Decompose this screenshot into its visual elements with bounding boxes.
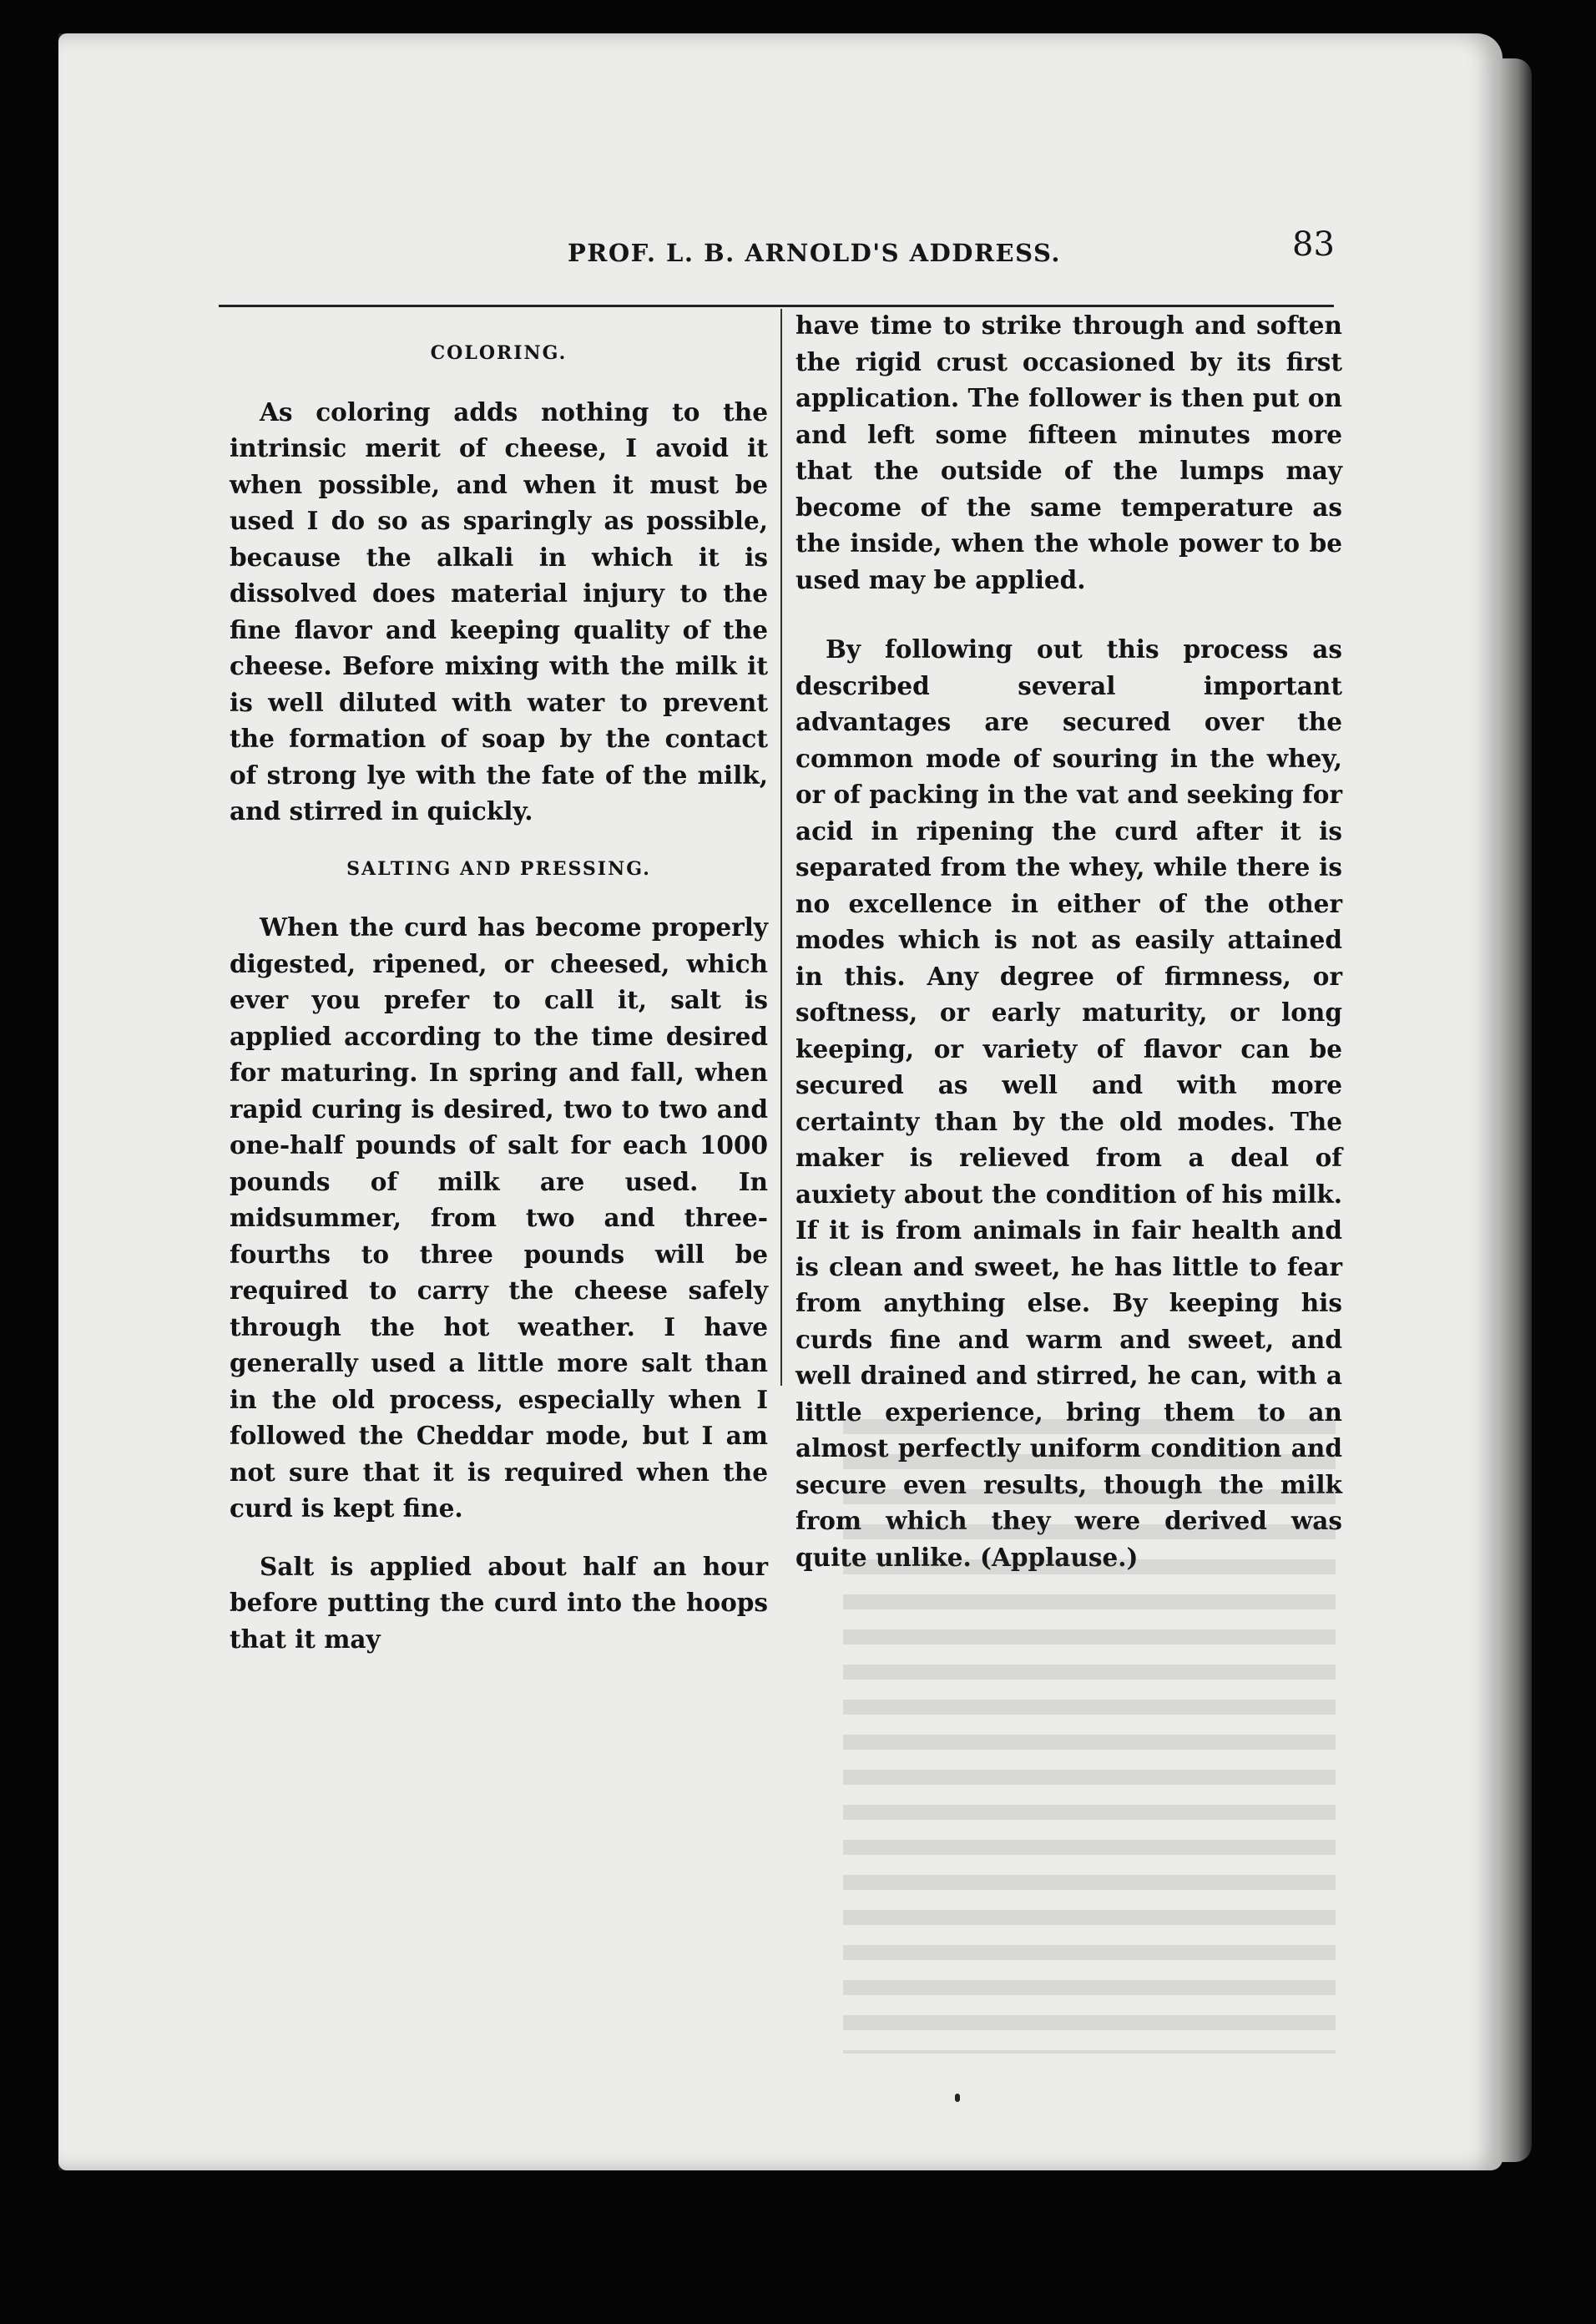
- running-header: PROF. L. B. ARNOLD'S ADDRESS.: [568, 239, 1061, 267]
- paragraph: Salt is applied about half an hour before putting the curd into the hoops that it may: [230, 1551, 768, 1654]
- column-divider: [780, 309, 782, 1386]
- paragraph: have time to strike through and soften the rigid crust occasioned by its first application. The follower is then put on and left some fifteen minutes more that the outside of the lumps may become of the same temperature as the inside, when the whole power to be used may be applied.: [795, 311, 1342, 594]
- paragraph: When the curd has become properly digested, ripened, or cheesed, which ever you prefer to call it, salt is applied according to the time desired for maturing. In spring and fall, when rapid curing is desired, two to two and one-half pounds of salt for each 1000 pounds of milk are used. In midsummer, from two and three-fourths to three pounds will be required to carry the cheese safely through the hot weather. I have generally used a little more salt than in the old process, especially when I followed the Cheddar mode, but I am not sure that it is required when the curd is kept fine.: [230, 912, 768, 1523]
- page-edge: [1498, 58, 1532, 2162]
- ink-speck: [955, 2094, 960, 2102]
- page-number: 83: [1292, 225, 1335, 264]
- left-column: [230, 336, 768, 1679]
- section-heading-coloring: COLORING.: [430, 342, 568, 364]
- right-column: [795, 307, 1342, 1597]
- paragraph: By following out this process as described several important advantages are secured over the common mode of souring in the whey, or of packing in the vat and seeking for acid in ripening the curd after it is separated from the whey, while there is no excellence in either of the other modes which is not as easily attained in this. Any degree of firmness, or softness, or early maturity, or long keeping, or variety of flavor can be secured as well and with more certainty than by the old modes. The maker is relieved from a deal of auxiety about the condition of his milk. If it is from animals in fair health and is clean and sweet, he has little to fear from anything else. By keeping his curds fine and warm and sweet, and well drained and stirred, he can, with a little experience, bring them to an almost perfectly uniform condition and secure even results, though the milk from which they were derived was quite unlike. (Applause.): [795, 634, 1342, 1572]
- bleed-through-text: [843, 1419, 1336, 2054]
- section-heading-salting: SALTING AND PRESSING.: [346, 857, 651, 880]
- paragraph: As coloring adds nothing to the intrinsic merit of cheese, I avoid it when possible, and when it must be used I do so as sparingly as possible, because the alkali in which it is dissolved does material injury to the fine flavor and keeping quality of the cheese. Before mixing with the milk it is well diluted with water to prevent the formation of soap by the contact of strong lye with the fate of the milk, and stirred in quickly.: [230, 397, 768, 826]
